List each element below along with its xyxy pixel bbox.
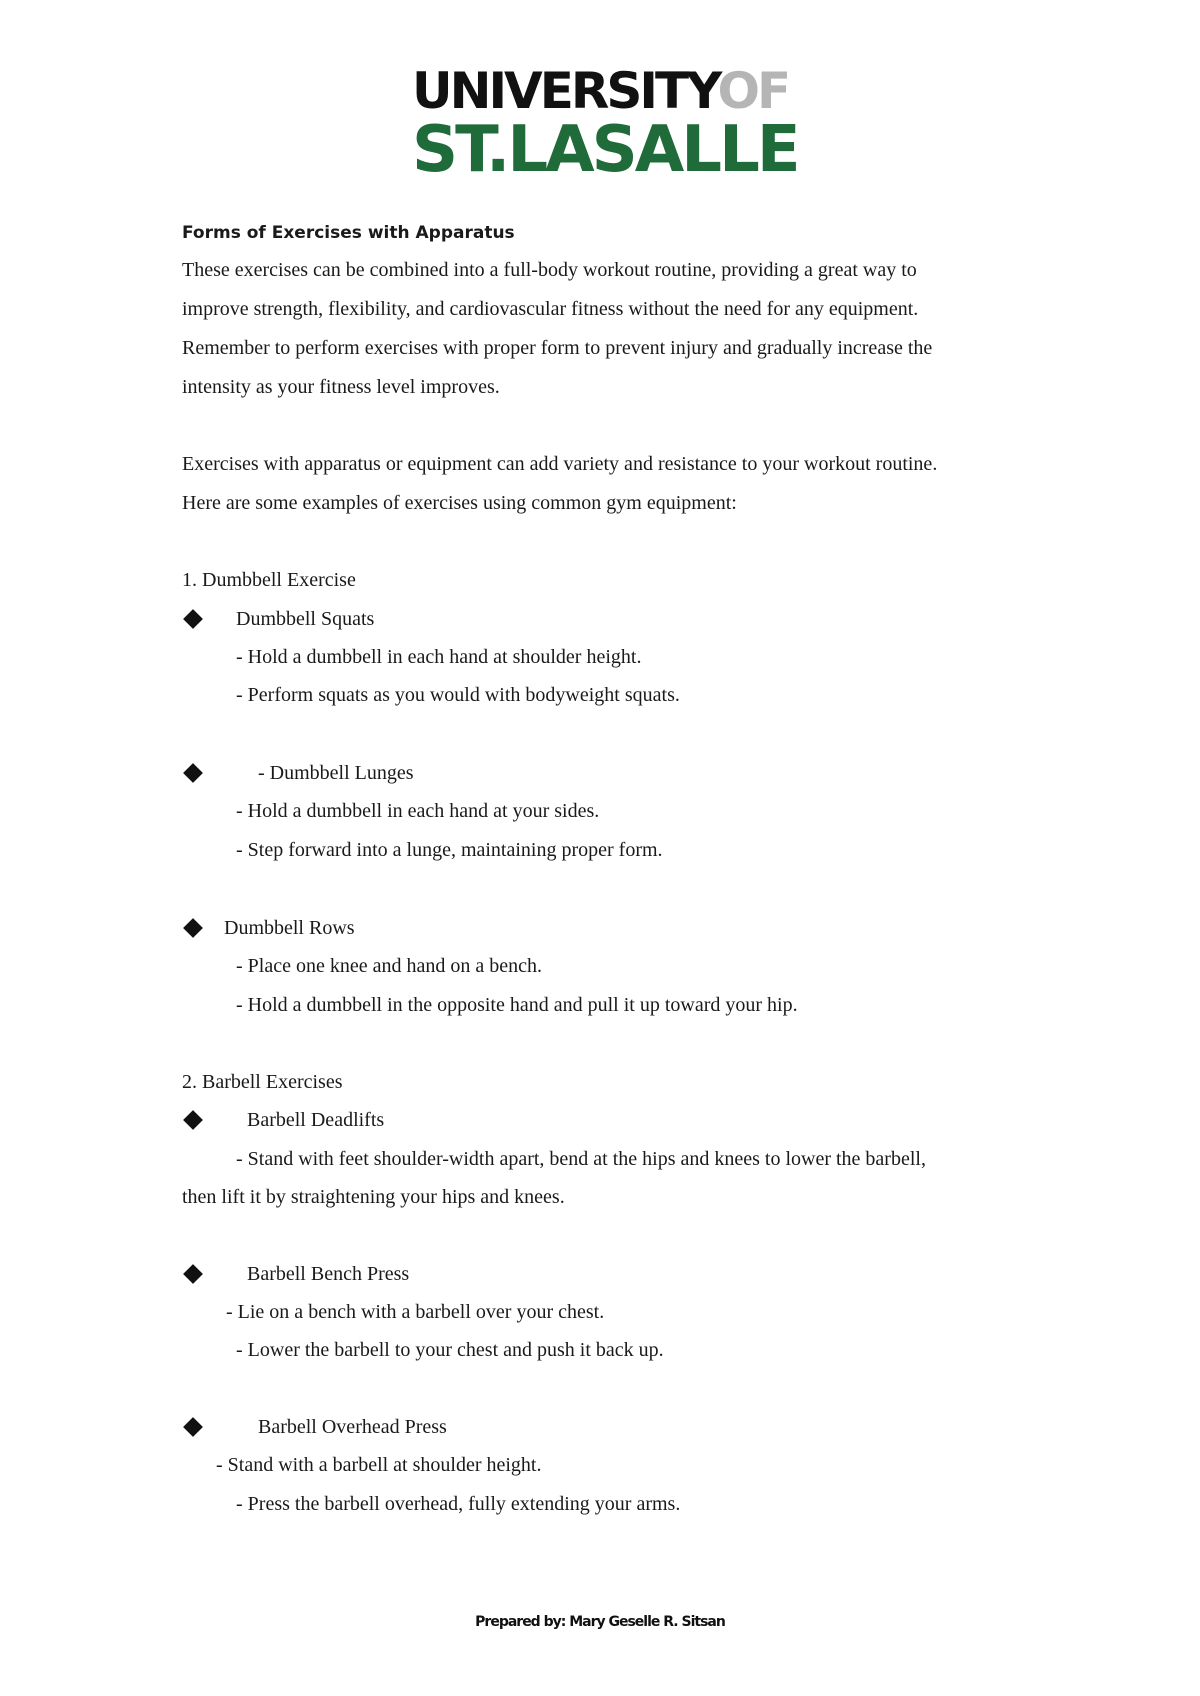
footer-prepared-by: Prepared by: Mary Geselle R. Sitsan bbox=[475, 1614, 725, 1630]
exercise-name: Dumbbell Rows bbox=[224, 917, 355, 939]
exercise-step: - Lie on a bench with a barbell over your chest. bbox=[226, 1301, 605, 1323]
intro-line: intensity as your fitness level improves. bbox=[182, 376, 500, 398]
exercise-step: - Hold a dumbbell in each hand at your sides. bbox=[236, 800, 600, 822]
exercise-name: - Dumbbell Lunges bbox=[258, 762, 414, 784]
paragraph2-line: Here are some examples of exercises using common gym equipment: bbox=[182, 492, 737, 514]
exercise-step: - Hold a dumbbell in each hand at shoulder height. bbox=[236, 646, 642, 668]
diamond-bullet-icon bbox=[183, 763, 203, 783]
exercise-step: - Stand with a barbell at shoulder height. bbox=[216, 1454, 542, 1476]
diamond-bullet-icon bbox=[183, 609, 203, 629]
logo-university-text: UNIVERSITY bbox=[412, 62, 718, 120]
diamond-bullet-icon bbox=[183, 1417, 203, 1437]
logo-st-lasalle-text: ST.LASALLE bbox=[412, 113, 798, 187]
exercise-name: Barbell Deadlifts bbox=[247, 1109, 385, 1131]
logo-line1 bbox=[412, 64, 788, 118]
document-heading: Forms of Exercises with Apparatus bbox=[182, 223, 515, 243]
exercise-name: Barbell Bench Press bbox=[247, 1263, 410, 1285]
section-title: 2. Barbell Exercises bbox=[182, 1071, 343, 1093]
exercise-step: then lift it by straightening your hips and knees. bbox=[182, 1186, 565, 1208]
intro-line: improve strength, flexibility, and cardiovascular fitness without the need for any equipment. bbox=[182, 298, 919, 320]
logo-of-text: OF bbox=[717, 62, 789, 120]
diamond-bullet-icon bbox=[183, 1110, 203, 1130]
exercise-name: Barbell Overhead Press bbox=[258, 1416, 447, 1438]
exercise-step: - Place one knee and hand on a bench. bbox=[236, 955, 542, 977]
exercise-step: - Press the barbell overhead, fully extending your arms. bbox=[236, 1493, 681, 1515]
intro-line: These exercises can be combined into a full-body workout routine, providing a great way to bbox=[182, 259, 917, 281]
exercise-step: - Hold a dumbbell in the opposite hand and pull it up toward your hip. bbox=[236, 994, 798, 1016]
paragraph2-line: Exercises with apparatus or equipment can add variety and resistance to your workout routine. bbox=[182, 453, 938, 475]
diamond-bullet-icon bbox=[183, 1264, 203, 1284]
diamond-bullet-icon bbox=[183, 918, 203, 938]
exercise-step: - Perform squats as you would with bodyweight squats. bbox=[236, 684, 680, 706]
exercise-step: - Lower the barbell to your chest and push it back up. bbox=[236, 1339, 664, 1361]
exercise-step: - Step forward into a lunge, maintaining proper form. bbox=[236, 839, 663, 861]
intro-line: Remember to perform exercises with proper form to prevent injury and gradually increase the bbox=[182, 337, 933, 359]
exercise-name: Dumbbell Squats bbox=[236, 608, 375, 630]
section-title: 1. Dumbbell Exercise bbox=[182, 569, 356, 591]
university-logo bbox=[412, 62, 802, 187]
exercise-step: - Stand with feet shoulder-width apart, bend at the hips and knees to lower the barbell, bbox=[236, 1148, 926, 1170]
